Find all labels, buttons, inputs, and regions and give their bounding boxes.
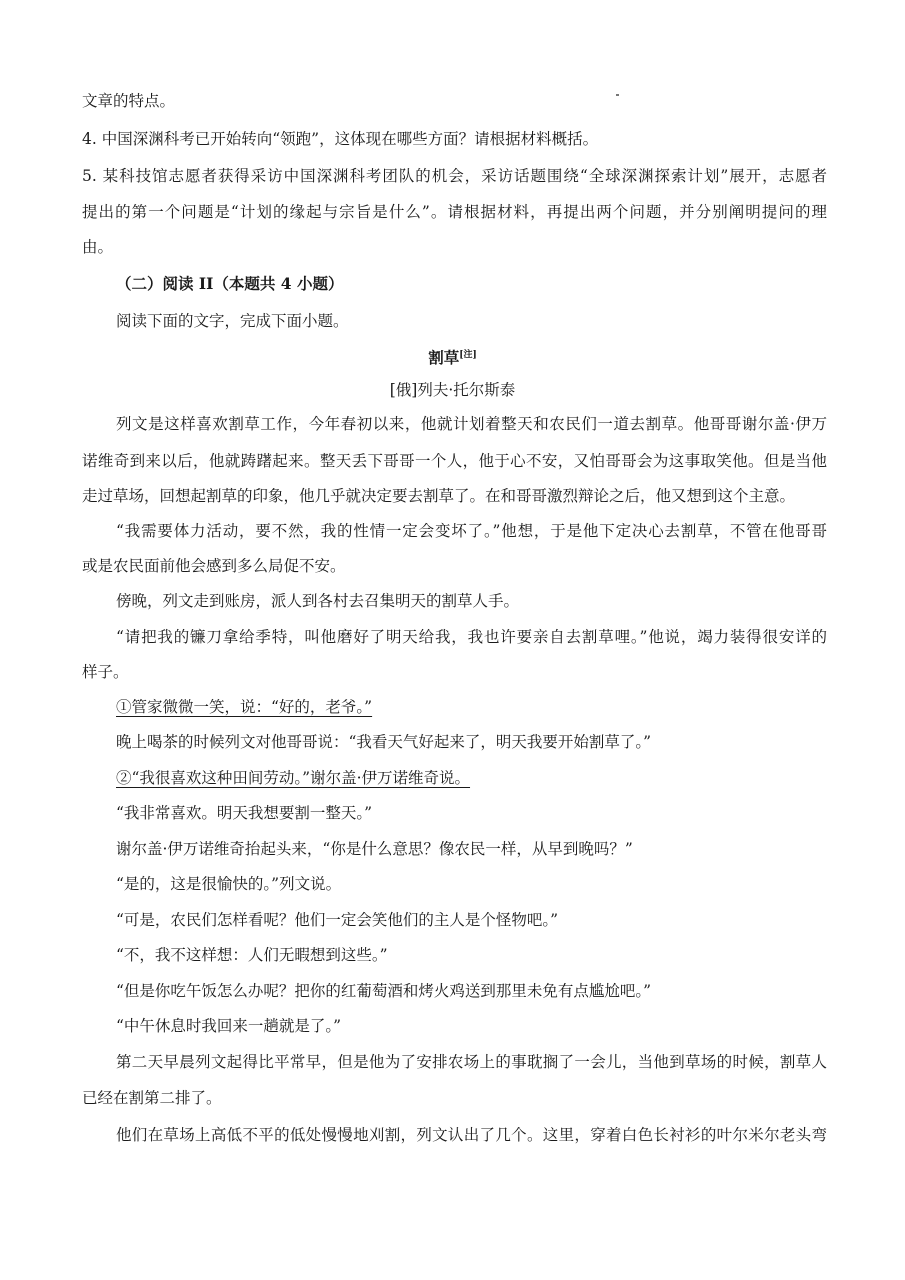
question-5-line-3: 由。	[82, 238, 114, 256]
article-line: 晚上喝茶的时候列文对他哥哥说：“我看天气好起来了，明天我要开始割草了。”	[116, 733, 652, 751]
article-line-underlined-1: ①管家微微一笑，说：“好的，老爷。”	[116, 698, 373, 716]
article-line: 或是农民面前他会感到多么局促不安。	[82, 557, 346, 575]
section-instruction: 阅读下面的文字，完成下面小题。	[116, 312, 349, 330]
article-line: 列文是这样喜欢割草工作，今年春初以来，他就计划着整天和农民们一道去割草。他哥哥谢尔盖·伊万	[116, 415, 827, 433]
article-line: “但是你吃午饭怎么办呢？把你的红葡萄酒和烤火鸡送到那里未免有点尴尬吧。”	[116, 982, 652, 1000]
article-line: 样子。	[82, 663, 129, 681]
article-line: 已经在割第二排了。	[82, 1089, 222, 1107]
article-title-text: 割草	[428, 348, 460, 368]
article-title	[0, 345, 905, 368]
article-line: “我需要体力活动，要不然，我的性情一定会变坏了。”他想，于是他下定决心去割草，不管在他哥哥	[116, 522, 827, 540]
article-line: “不，我不这样想：人们无暇想到这些。”	[116, 946, 388, 964]
article-line: “可是，农民们怎样看呢？他们一定会笑他们的主人是个怪物吧。”	[116, 911, 559, 929]
question-prev-tail: 文章的特点。	[82, 92, 176, 110]
question-5-line-1: 5. 某科技馆志愿者获得采访中国深渊科考团队的机会，采访话题围绕“全球深渊探索计划”展开，志愿者	[82, 167, 827, 185]
article-line: 傍晚，列文走到账房，派人到各村去召集明天的割草人手。	[116, 592, 520, 610]
article-line: 诺维奇到来以后，他就踌躇起来。整天丢下哥哥一个人，他于心不安，又怕哥哥会为这事取笑他。但是当他	[82, 452, 827, 470]
section-heading: （二）阅读 II（本题共 4 小题）	[116, 274, 344, 293]
article-line: 第二天早晨列文起得比平常早，但是他为了安排农场上的事耽搁了一会儿，当他到草场的时候，割草人	[116, 1053, 827, 1071]
article-line: 谢尔盖·伊万诺维奇抬起头来，“你是什么意思？像农民一样，从早到晚吗？”	[116, 840, 633, 858]
article-line: “我非常喜欢。明天我想要割一整天。”	[116, 804, 373, 822]
article-title-note: [注]	[459, 350, 477, 360]
article-line: “中午休息时我回来一趟就是了。”	[116, 1017, 342, 1035]
question-4: 4. 中国深渊科考已开始转向“领跑”，这体现在哪些方面？请根据材料概括。	[82, 130, 599, 148]
article-line-underlined-2: ②“我很喜欢这种田间劳动。”谢尔盖·伊万诺维奇说。	[116, 769, 471, 787]
article-line: 走过草场，回想起割草的印象，他几乎就决定要去割草了。在和哥哥激烈辩论之后，他又想到这个主意。	[82, 487, 796, 505]
article-line: 他们在草场上高低不平的低处慢慢地刈割，列文认出了几个。这里，穿着白色长衬衫的叶尔米尔老头弯	[116, 1126, 827, 1144]
article-line: “是的，这是很愉快的。”列文说。	[116, 875, 342, 893]
article-author: [俄]列夫·托尔斯泰	[389, 381, 516, 399]
question-5-line-2: 提出的第一个问题是“计划的缘起与宗旨是什么”。请根据材料，再提出两个问题，并分别阐明提问的理	[82, 203, 827, 221]
article-line: “请把我的镰刀拿给季特，叫他磨好了明天给我，我也许要亲自去割草哩。”他说，竭力装得很安详的	[116, 628, 827, 646]
